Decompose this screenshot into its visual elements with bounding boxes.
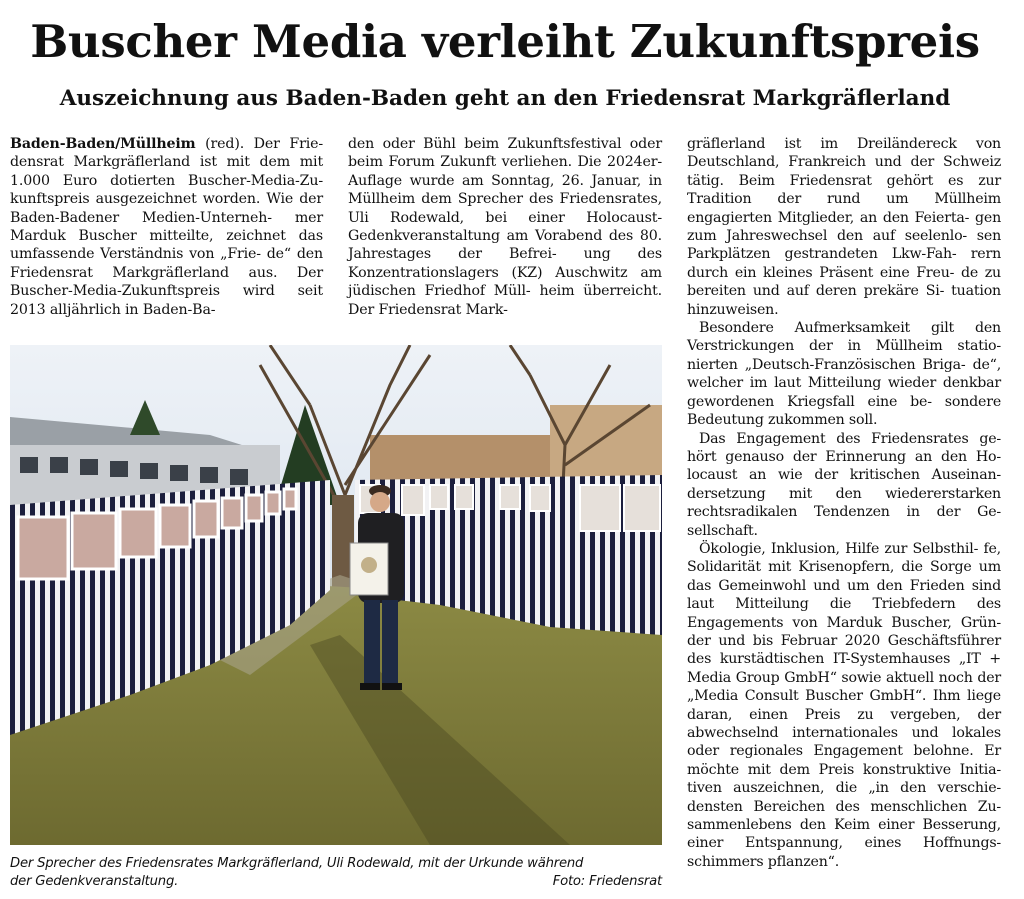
line: fe, Solidarität mit Krisenopfern, die Sorge [687, 540, 1001, 576]
line: Schweiz tätig. Beim Friedensrat gehört [687, 154, 1002, 189]
line: (red). Der Frie- [205, 136, 323, 152]
line: 2024er-Auflage wurde am Sonntag, 26. [348, 154, 662, 189]
line: wird seit 2013 alljährlich in Baden-Ba- [10, 283, 323, 318]
line: tiven auszeichnen, die „in den verschie- [687, 780, 1001, 797]
line: den oder Bühl beim Zukunftsfestival [348, 136, 622, 152]
caption-line: der Gedenkveranstaltung. [10, 874, 179, 889]
line: mer Marduk Buscher mitteilte, zeichnet [10, 209, 323, 245]
line: Deutschland, Frankreich und der [687, 154, 935, 171]
line: einer Entspannung, eines Hoffnungs- [687, 835, 1001, 852]
paragraph [687, 135, 1001, 319]
line: rern durch ein kleines Präsent eine Freu- [687, 246, 1002, 281]
line: Media Group GmbH“ sowie aktuell noch [687, 669, 973, 686]
article-photo [10, 345, 662, 845]
line: oder regionales Engagement belohne. Er [687, 743, 1001, 760]
paragraph [687, 430, 1001, 540]
line: abwechselnd internationales und lokales [687, 725, 1001, 741]
line: densrat Markgräflerland ist mit dem mit [10, 154, 323, 171]
line: Holocaust-Gedenkveranstaltung am [348, 209, 662, 245]
line: 1.000 Euro dotierten Buscher-Media-Zu- [10, 172, 323, 189]
line: de zu bereiten und auf deren prekäre Si- [687, 264, 1001, 300]
article-subheadline: Auszeichnung aus Baden-Baden geht an den Friedensrat Markgräflerland [59, 86, 951, 111]
line: Besondere Aufmerksamkeit gilt den [699, 320, 1001, 337]
line: gen zum Jahreswechsel den auf seelenlo- [687, 209, 1002, 245]
line: der Baden-Badener Medien-Unterneh- [10, 191, 323, 226]
photo-caption [10, 855, 662, 891]
line: sammenlebens den Keim einer Besserung, [687, 817, 1001, 834]
line: hört genauso der Erinnerung an den Ho- [687, 448, 1001, 465]
line: sondere Bedeutung zukommen soll. [687, 393, 1002, 429]
line: tuation hinzuweisen. [687, 283, 1001, 318]
article-column-2 [348, 135, 662, 319]
line: des kurstädtischen IT-Systemhauses „IT + [687, 651, 1001, 668]
line: Januar, in Müllheim dem Sprecher des [348, 172, 662, 208]
line: locaust an wie der kritischen Auseinan- [687, 467, 1001, 484]
line: aus. Der Buscher-Media-Zukunftspreis [10, 264, 323, 300]
line: der und bis Februar 2020 Geschäftsführer [687, 632, 1001, 649]
line: Verstrickungen der in Müllheim statio- [687, 338, 1001, 355]
line: de“ den Friedensrat Markgräflerland [10, 246, 323, 281]
paragraph [687, 319, 1001, 429]
line: schimmers pflanzen“. [687, 853, 840, 870]
paragraph [348, 135, 662, 319]
line: es zur Tradition der rund um Müllheim [687, 172, 1001, 208]
line: um das Gemeinwohl und um den Frieden [687, 559, 1001, 594]
line: de“, welcher im laut Mitteilung wieder [687, 356, 1002, 392]
article-headline: Buscher Media verleiht Zukunftspreis [30, 15, 980, 68]
line: das umfassende Verständnis von „Frie- [10, 228, 323, 263]
line: dersetzung mit den wiedererstarken [687, 485, 1001, 502]
line: Vorabend des 80. Jahrestages der Befrei- [348, 228, 662, 263]
line: Engagements von Marduk Buscher, Grün- [687, 614, 1001, 631]
paragraph [687, 540, 1001, 871]
line: heim überreicht. Der Friedensrat Mark- [348, 283, 662, 318]
line: densten Bereichen des menschlichen Zu- [687, 798, 1001, 815]
line: rechtsradikalen Tendenzen in der Ge- [687, 504, 1001, 521]
line: Das Engagement des Friedensrates ge- [699, 430, 1001, 447]
line: denkbar gewordenen Kriegsfall eine be- [687, 375, 1001, 410]
photo-credit: Foto: Friedensrat [552, 874, 662, 889]
article-column-1 [10, 135, 323, 319]
caption-line: Der Sprecher des Friedensrates Markgräflerland, Uli Rodewald, mit der Urkunde während [10, 856, 584, 871]
line: nierten „Deutsch-Französischen Briga- [687, 356, 966, 373]
paragraph [10, 135, 323, 319]
line: der „Media Consult Buscher GmbH“. Ihm [687, 669, 1001, 705]
line: engagierten Mitglieder, an den Feierta- [687, 209, 970, 226]
article-column-3 [687, 135, 1001, 871]
line: ung des Konzentrationslagers (KZ) [348, 246, 662, 281]
line: liege daran, einen Preis zu vergeben, der [687, 688, 1001, 723]
line: sind laut Mitteilung die Triebfedern des [687, 577, 1002, 613]
line: kunftspreis ausgezeichnet worden. Wie [10, 191, 294, 208]
line: gräflerland ist im Dreiländereck von [687, 136, 1001, 152]
line: Friedensrates, Uli Rodewald, bei einer [348, 191, 662, 226]
line: möchte mit dem Preis konstruktive Initia- [687, 761, 1001, 778]
line: sen Parkplätzen gestrandeten Lkw-Fah- [687, 228, 1002, 263]
line: Auschwitz am jüdischen Friedhof Müll- [348, 264, 662, 300]
line: sellschaft. [687, 522, 758, 539]
line: oder beim Forum Zukunft verliehen. Die [348, 136, 662, 171]
line: Ökologie, Inklusion, Hilfe zur Selbsthil- [699, 540, 979, 557]
dateline: Baden-Baden/Müllheim [10, 136, 196, 152]
photo-illustration [10, 345, 662, 845]
